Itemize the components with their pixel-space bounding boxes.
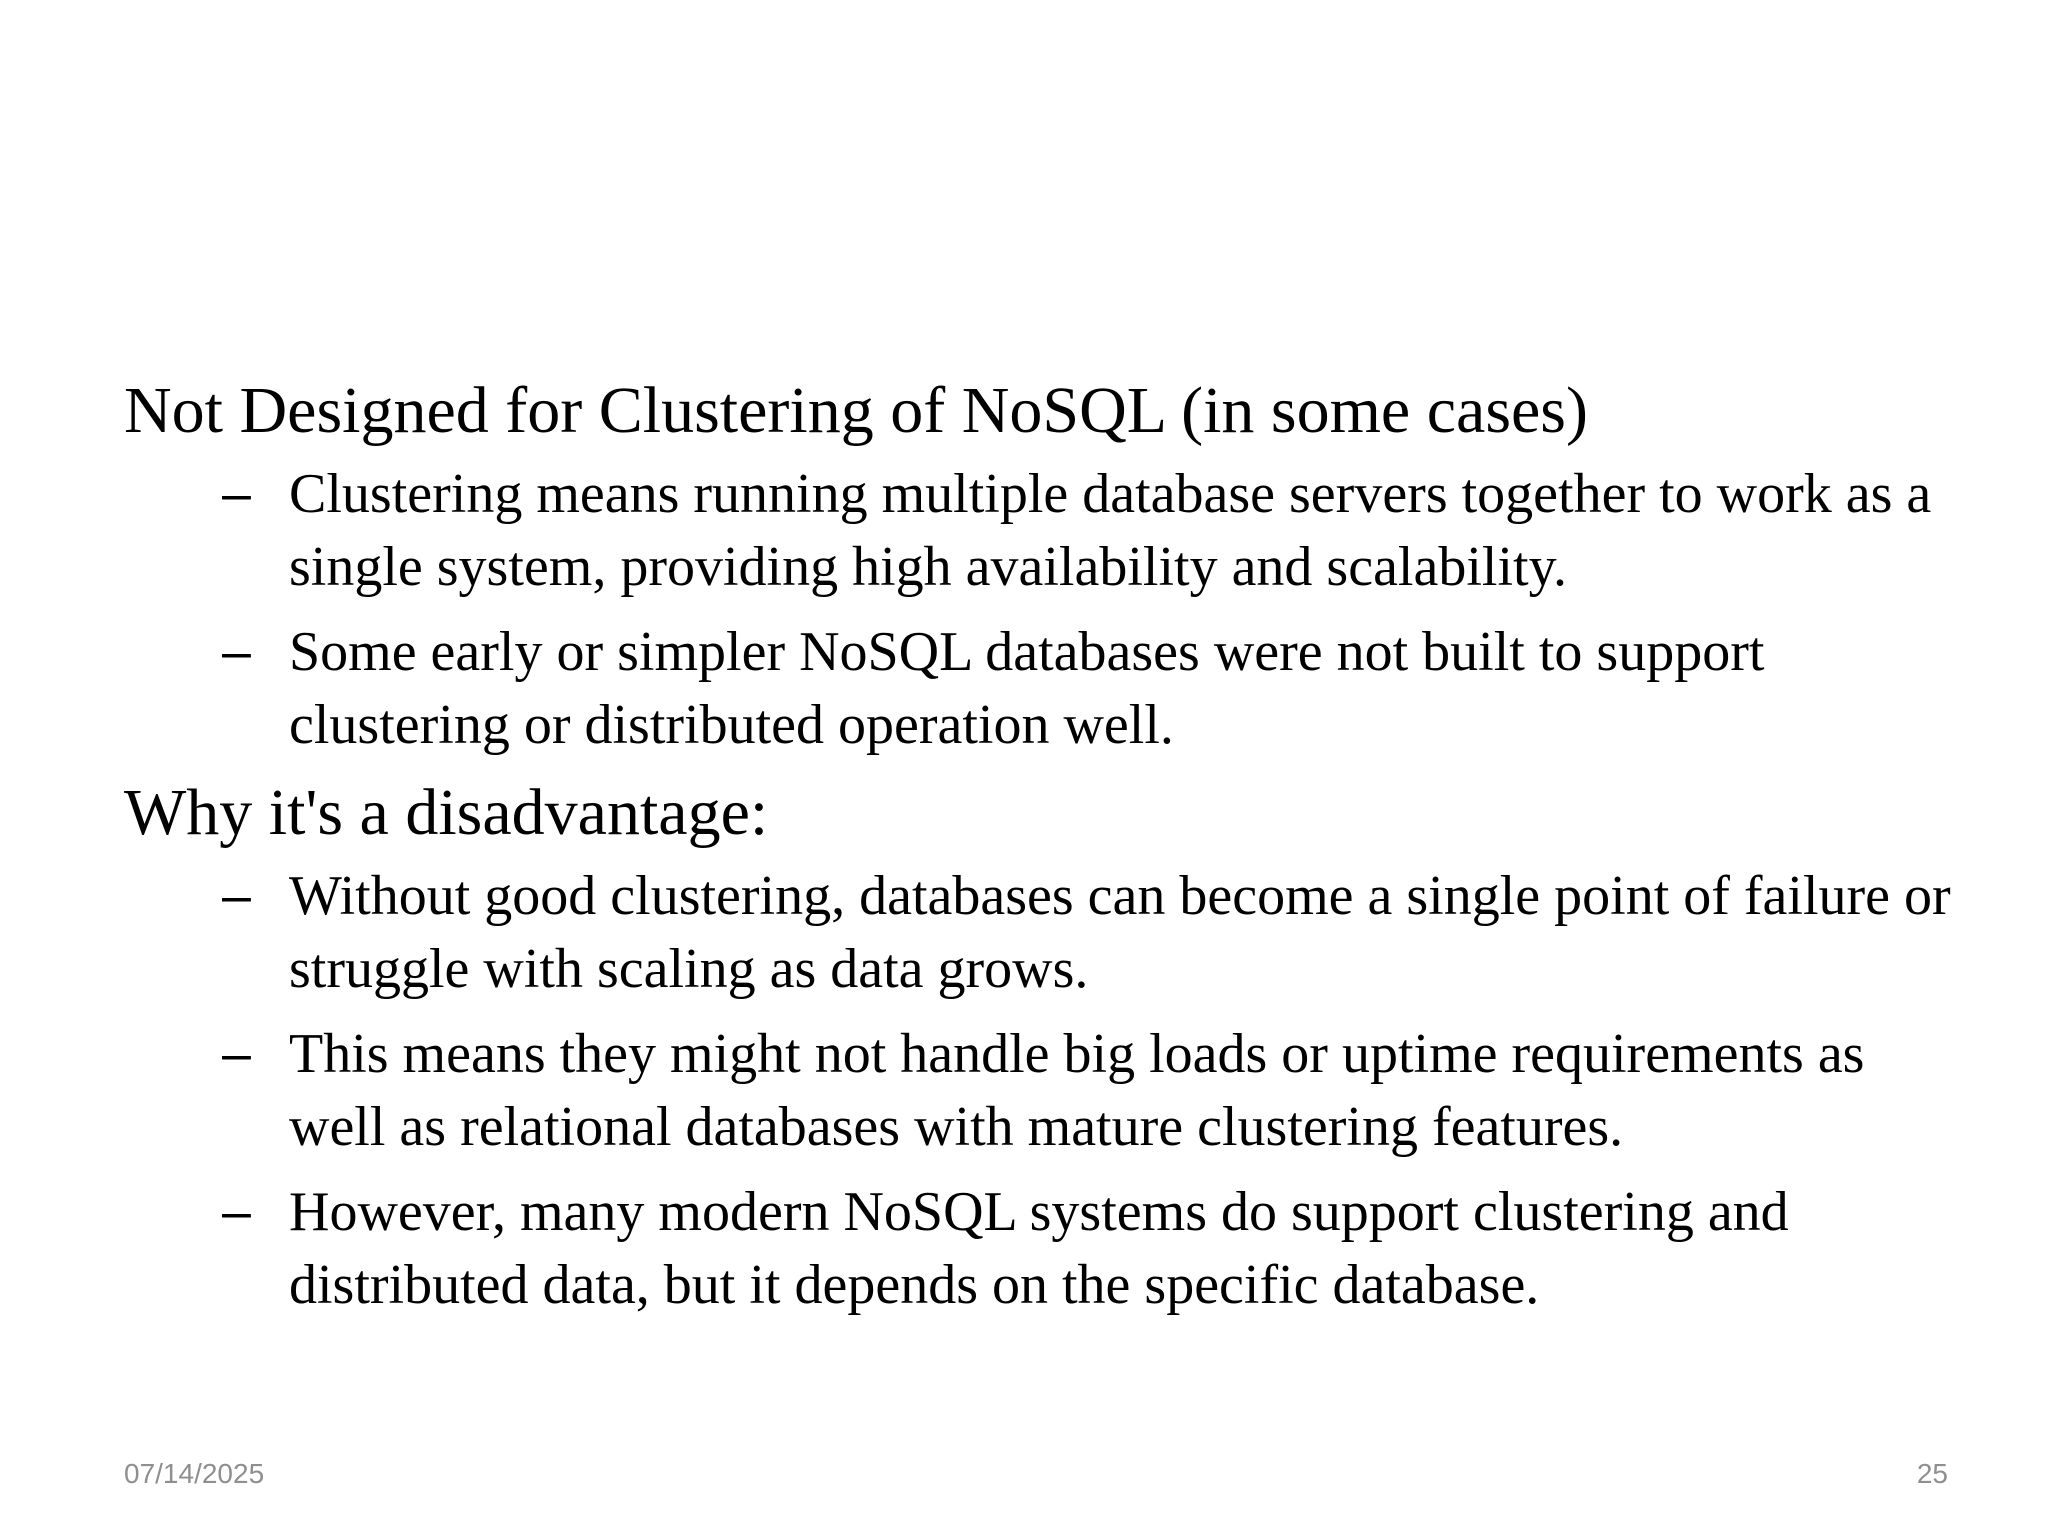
dash-bullet-icon: – [222, 1025, 251, 1083]
bullet-text: Clustering means running multiple database servers together to work as a single system, providing high availability and scalability. [289, 463, 1932, 598]
section-heading-why-disadvantage: Why it's a disadvantage: [124, 776, 769, 849]
footer-date: 07/14/2025 [124, 1458, 265, 1489]
bullet-text: Some early or simpler NoSQL databases were not built to support clustering or distributed operation well. [289, 621, 1765, 756]
bullet-text: This means they might not handle big loads or uptime requirements as well as relational databases with mature clustering features. [289, 1023, 1865, 1158]
bullet-early-nosql [124, 616, 1964, 762]
bullet-clustering-definition [124, 458, 1964, 604]
section-heading-clustering: Not Designed for Clustering of NoSQL (in some cases) [124, 374, 1588, 447]
dash-bullet-icon: – [222, 465, 251, 523]
slide-body [124, 372, 1964, 1334]
bullet-text: However, many modern NoSQL systems do support clustering and distributed data, but it depends on the specific database. [289, 1181, 1789, 1316]
dash-bullet-icon: – [222, 623, 251, 681]
bullet-single-point-of-failure [124, 860, 1964, 1006]
slide-number: 25 [1916, 1458, 1948, 1489]
bullet-big-loads [124, 1018, 1964, 1164]
dash-bullet-icon: – [222, 1183, 251, 1241]
bullet-text: Without good clustering, databases can become a single point of failure or struggle with scaling as data grows. [289, 865, 1951, 1000]
bullet-modern-nosql [124, 1176, 1964, 1322]
dash-bullet-icon: – [222, 867, 251, 925]
